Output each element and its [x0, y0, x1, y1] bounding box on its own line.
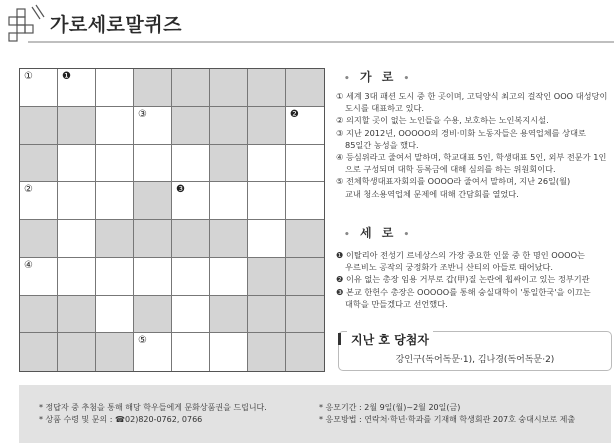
grid-cell-blocked — [134, 69, 172, 107]
grid-cell-blocked — [286, 220, 324, 258]
grid-cell-blocked — [210, 107, 248, 145]
across-clue-line: ③ 지난 2012년, OOOOO의 경비·미화 노동자들은 용역업체를 상대로 — [336, 127, 586, 138]
down-clue-line: ❸ 본교 한헌수 총장은 OOOOO를 통해 숭실대학이 '통일한국'을 이끄는 — [336, 286, 591, 297]
grid-cell[interactable] — [172, 258, 210, 296]
grid-cell-blocked — [210, 145, 248, 183]
grid-cell[interactable] — [96, 107, 134, 145]
across-clue-line: ② 의지할 곳이 없는 노인들을 수용, 보호하는 노인복지시설. — [336, 115, 549, 126]
across-clue-line: 교내 청소용역업체 문제에 대해 간담회를 열었다. — [345, 188, 519, 199]
clue-number: ① — [24, 71, 33, 82]
grid-cell-blocked — [248, 107, 286, 145]
grid-cell[interactable] — [20, 258, 58, 296]
clue-number: ❸ — [176, 184, 185, 196]
grid-cell[interactable] — [286, 107, 324, 145]
down-heading: • 세 로 • — [344, 226, 413, 240]
grid-cell[interactable] — [58, 145, 96, 183]
grid-cell[interactable] — [96, 258, 134, 296]
grid-cell-blocked — [96, 333, 134, 371]
across-heading: • 가 로 • — [344, 70, 413, 84]
grid-cell[interactable] — [58, 69, 96, 107]
grid-cell[interactable] — [58, 220, 96, 258]
grid-cell[interactable] — [96, 145, 134, 183]
clue-number: ❷ — [290, 108, 299, 120]
footer-prize-note: * 정답자 중 추첨을 통해 해당 학우들에게 문화상품권을 드립니다. — [39, 403, 267, 412]
header — [0, 0, 614, 50]
footer-period: * 응모기간 : 2월 9일(월)~2월 20일(금) — [319, 403, 461, 412]
grid-cell[interactable] — [248, 220, 286, 258]
grid-cell[interactable] — [134, 107, 172, 145]
footer-contact: * 상품 수령 및 문의 : ☎02)820-0762, 0766 — [39, 415, 203, 424]
clue-number: ③ — [138, 108, 147, 120]
across-clue-line: ④ 등심위라고 줄여서 말하며, 학교대표 5인, 학생대표 5인, 외부 전문가 1인 — [336, 152, 607, 162]
grid-cell[interactable] — [96, 296, 134, 334]
grid-cell-blocked — [58, 333, 96, 371]
grid-cell-blocked — [20, 220, 58, 258]
grid-cell[interactable] — [96, 182, 134, 220]
grid-cell[interactable] — [58, 258, 96, 296]
down-clue-line: 대학을 만들겠다고 선언했다. — [345, 298, 448, 309]
grid-cell-blocked — [20, 107, 58, 145]
grid-cell-blocked — [20, 296, 58, 334]
down-clue-line: 우르비노 공작의 궁정화가 조반니 산티의 아들로 태어났다. — [345, 262, 554, 273]
grid-cell-blocked — [172, 220, 210, 258]
across-clue-line: 으로 구성되며 대학 등록금에 대해 심의를 하는 위원회이다. — [345, 164, 556, 175]
grid-cell-blocked — [248, 258, 286, 296]
grid-cell-blocked — [286, 258, 324, 296]
across-clue-line: ⑤ 전체학생대표자회의를 OOOO라 줄여서 말하며, 지난 26일(월) — [336, 176, 571, 187]
grid-cell-blocked — [210, 220, 248, 258]
grid-cell-blocked — [286, 333, 324, 371]
grid-cell[interactable] — [248, 145, 286, 183]
grid-cell-blocked — [286, 69, 324, 107]
grid-cell[interactable] — [248, 182, 286, 220]
grid-cell-blocked — [134, 182, 172, 220]
down-clue-line: ❷ 이유 없는 총장 임용 거부로 갑(甲)질 논란에 휩싸이고 있는 정부기관 — [336, 274, 590, 285]
grid-cell-blocked — [210, 296, 248, 334]
grid-cell-blocked — [172, 69, 210, 107]
grid-cell[interactable] — [172, 296, 210, 334]
grid-cell-blocked — [134, 296, 172, 334]
page-title: 가로세로말퀴즈 — [50, 14, 182, 36]
grid-cell[interactable] — [134, 333, 172, 371]
grid-cell-blocked — [96, 220, 134, 258]
grid-cell-blocked — [210, 69, 248, 107]
across-clue-line: 도시를 대표하고 있다. — [345, 103, 424, 114]
grid-cell-blocked — [172, 107, 210, 145]
header-divider — [28, 41, 614, 43]
clue-number: ② — [24, 184, 33, 196]
grid-cell[interactable] — [210, 333, 248, 371]
grid-cell-blocked — [248, 333, 286, 371]
grid-cell[interactable] — [286, 145, 324, 183]
winners-title: 지난 호 당첨자 — [347, 331, 433, 348]
grid-cell[interactable] — [210, 182, 248, 220]
grid-cell[interactable] — [172, 333, 210, 371]
grid-cell-blocked — [248, 69, 286, 107]
grid-cell[interactable] — [172, 145, 210, 183]
grid-cell-blocked — [286, 296, 324, 334]
grid-cell[interactable] — [286, 182, 324, 220]
down-clue-line: ❶ 이탈리아 전성기 르네상스의 가장 중요한 인물 중 한 명인 OOOO는 — [336, 250, 585, 260]
grid-cell[interactable] — [134, 145, 172, 183]
grid-cell-blocked — [134, 220, 172, 258]
grid-cell[interactable] — [58, 182, 96, 220]
clue-number: ⑤ — [138, 335, 147, 347]
grid-cell-blocked — [58, 296, 96, 334]
footer-info — [19, 385, 611, 443]
winners-box — [338, 331, 612, 371]
crossword-logo-icon — [6, 3, 46, 43]
grid-cell[interactable] — [96, 69, 134, 107]
winners-names: 강인구(독어독문·1), 김나경(독어독문·2) — [395, 355, 555, 365]
clue-number: ❶ — [62, 71, 71, 82]
grid-cell-blocked — [58, 107, 96, 145]
footer-method: * 응모방법 : 연락처·학년·학과를 기재해 학생회관 207호 숭대시보로 제출 — [319, 415, 576, 424]
grid-cell[interactable] — [20, 182, 58, 220]
grid-cell-blocked — [248, 296, 286, 334]
clue-number: ④ — [24, 259, 33, 271]
crossword-grid — [19, 68, 325, 372]
grid-cell[interactable] — [172, 182, 210, 220]
grid-cell[interactable] — [210, 258, 248, 296]
grid-cell-blocked — [20, 145, 58, 183]
grid-cell[interactable] — [134, 258, 172, 296]
across-clue-line: ① 세계 3대 패션 도시 중 한 곳이며, 고딕양식 최고의 걸작인 OOO 대성당이 — [336, 91, 608, 101]
across-clue-line: 85일간 농성을 했다. — [345, 139, 419, 150]
grid-cell-blocked — [20, 333, 58, 371]
grid-cell[interactable] — [20, 69, 58, 107]
